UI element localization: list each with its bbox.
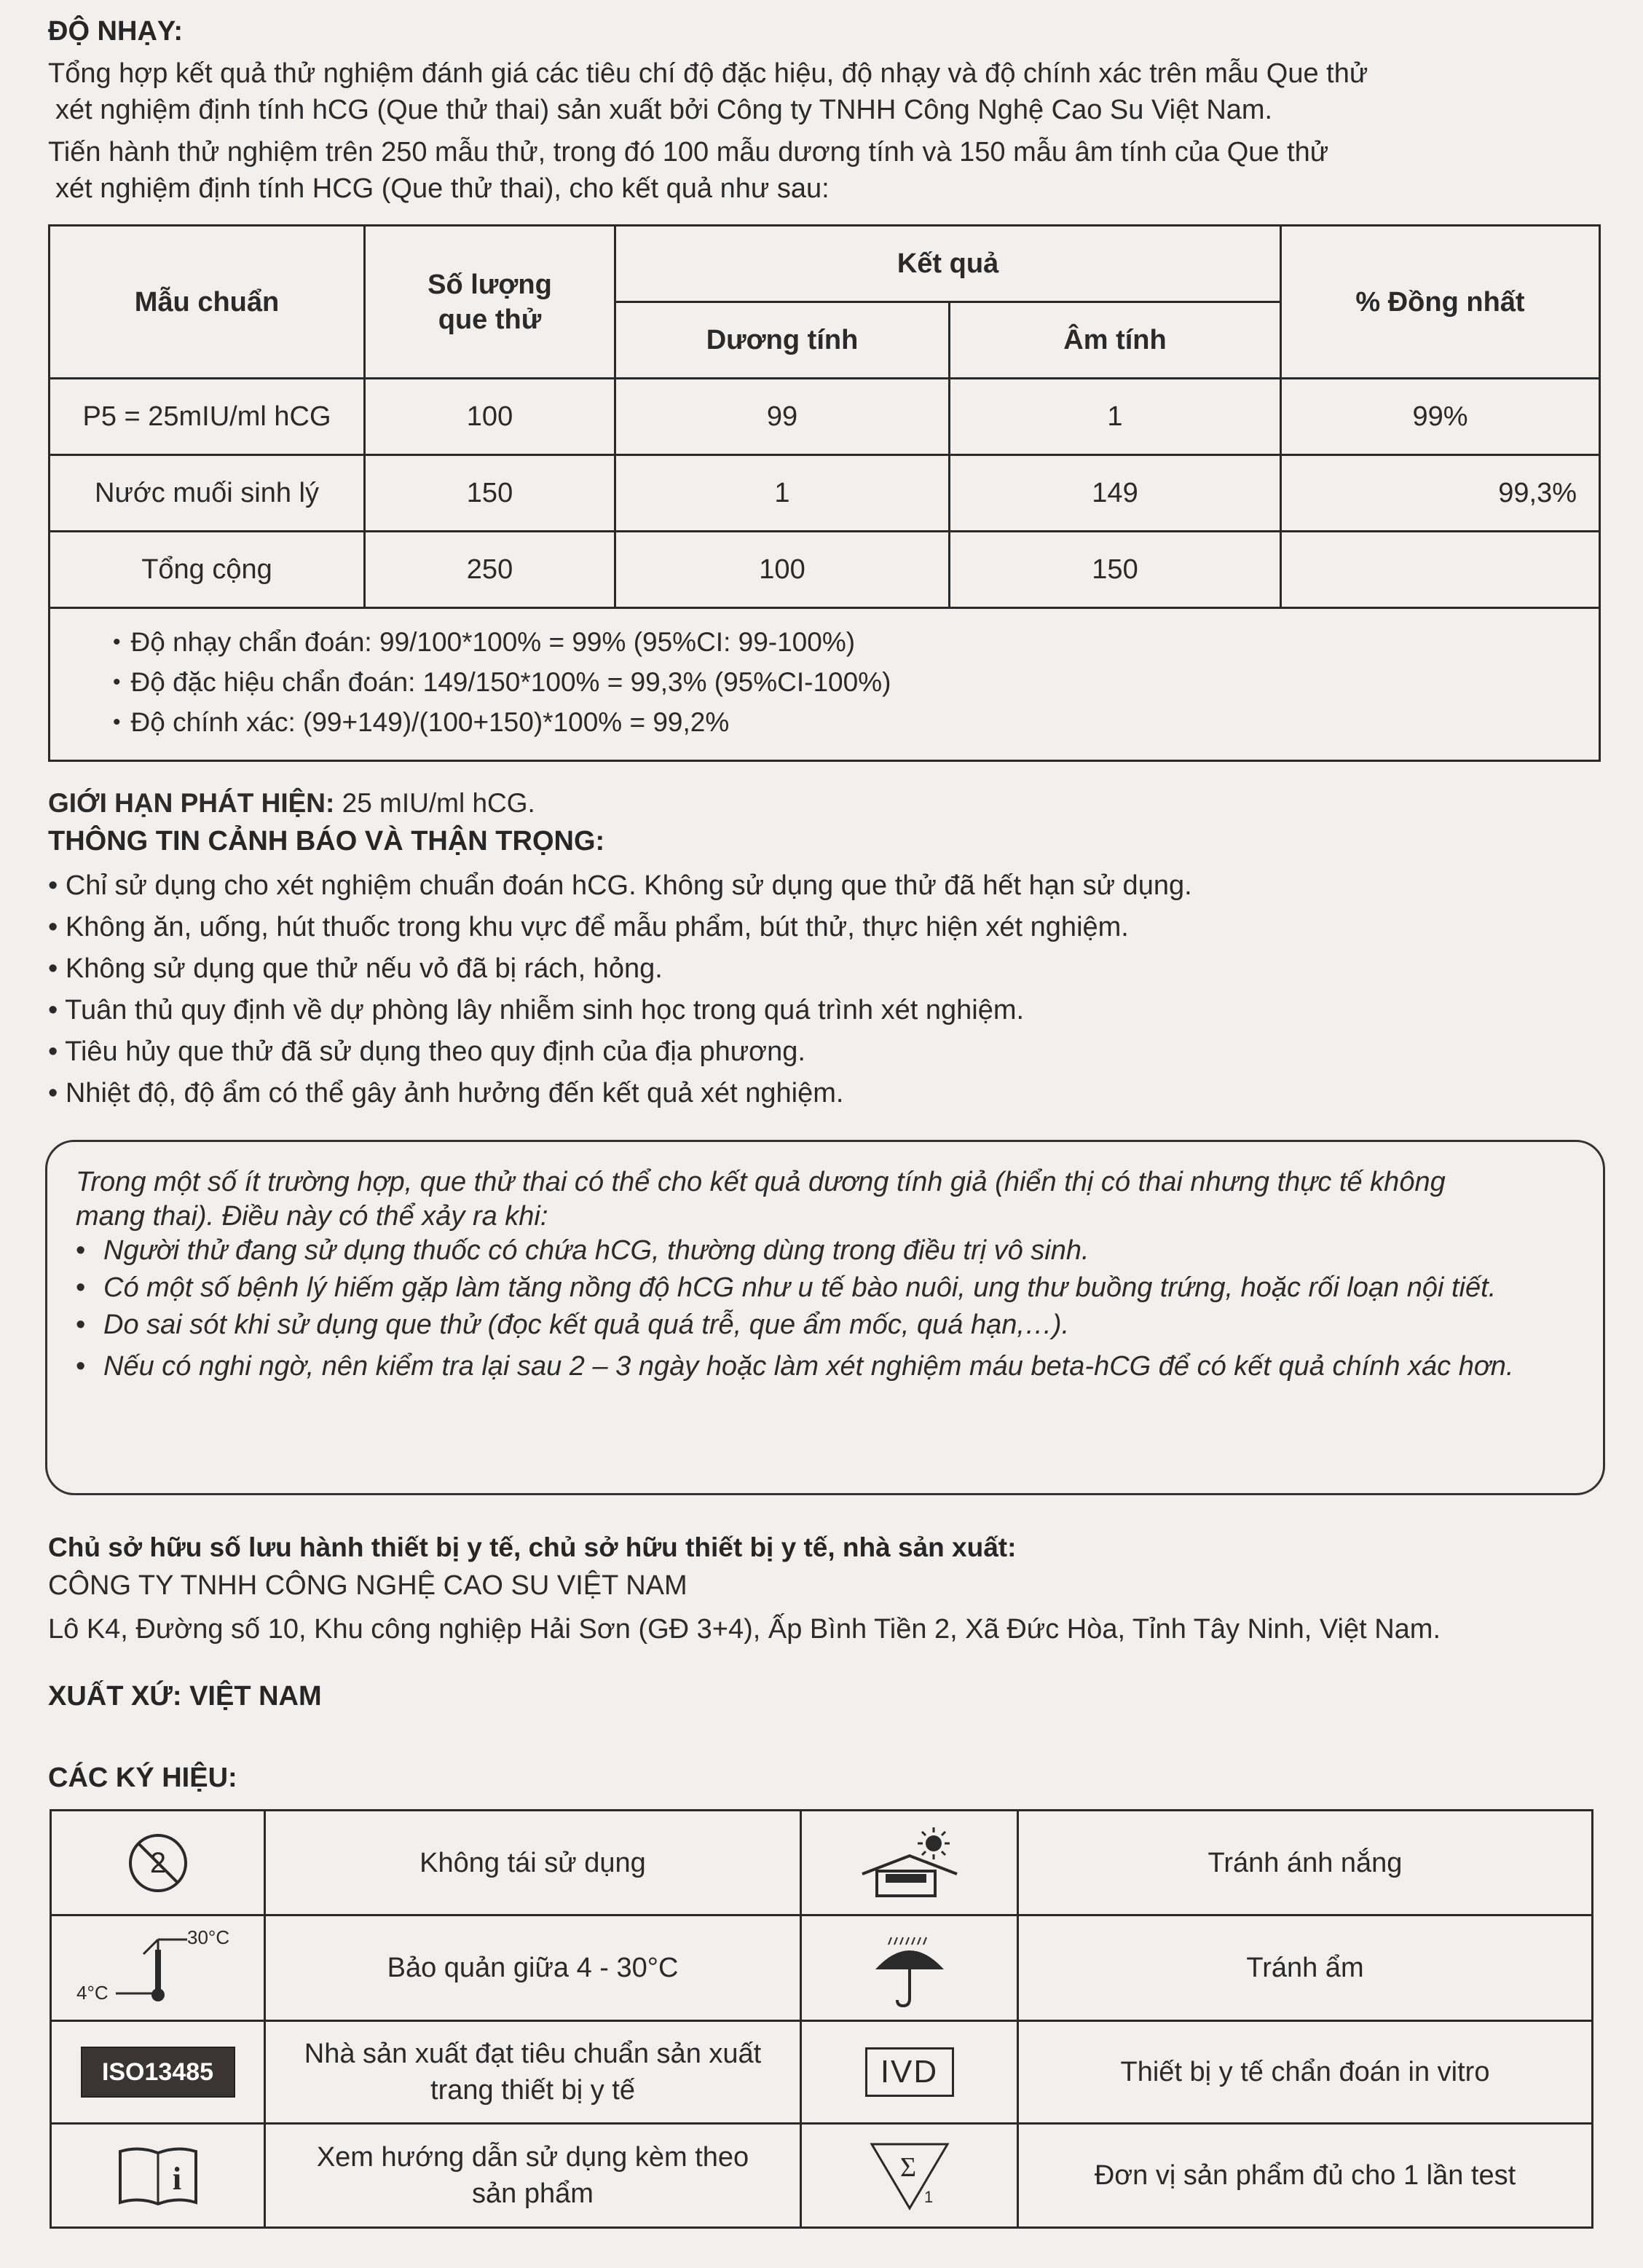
symbol-label-iso-line1: Nhà sản xuất đạt tiêu chuẩn sản xuất [304, 2039, 762, 2069]
origin: XUẤT XỨ: VIỆT NAM [48, 1681, 322, 1712]
sensitivity-paragraph-2 [48, 134, 1328, 207]
false-positive-intro-1: Trong một số ít trường hợp, que thử thai có thể cho kết quả dương tính giả (hiển thị có thai nhưng thực tế không [76, 1167, 1446, 1197]
warning-item: • Tuân thủ quy định về dự phòng lây nhiễm sinh học trong quá trình xét nghiệm. [48, 995, 1025, 1025]
symbol-label-manual-line1: Xem hướng dẫn sử dụng kèm theo [316, 2142, 749, 2173]
table-row-3-positive: 100 [759, 554, 805, 585]
header-positive: Dương tính [706, 325, 859, 355]
false-positive-item: • Do sai sót khi sử dụng que thử (đọc kết quả quá trễ, que ẩm mốc, quá hạn,…). [76, 1308, 1589, 1342]
symbol-label-temperature: Bảo quản giữa 4 - 30°C [387, 1953, 679, 1983]
false-positive-item: • Người thử đang sử dụng thuốc có chứa hCG, thường dùng trong điều trị vô sinh. [76, 1234, 1589, 1268]
para1-line2: xét nghiệm định tính hCG (Que thử thai) sản xuất bởi Công ty TNHH Công Nghệ Cao Su Việt Nam. [55, 95, 1273, 125]
sensitivity-heading: ĐỘ NHẠY: [48, 16, 184, 47]
iso-badge [52, 2022, 264, 2122]
warnings-heading: THÔNG TIN CẢNH BÁO VÀ THẬN TRỌNG: [48, 826, 605, 857]
sigma-icon [802, 2125, 1017, 2226]
warnings-list [48, 865, 1192, 1114]
owner-heading: Chủ sở hữu số lưu hành thiết bị y tế, chủ sở hữu thiết bị y tế, nhà sản xuất: [48, 1532, 1017, 1562]
table-row-1-agreement: 99% [1412, 401, 1468, 432]
symbol-label-sigma: Đơn vị sản phẩm đủ cho 1 lần test [1094, 2160, 1516, 2191]
table-row-3-agreement [1282, 532, 1599, 607]
detection-limit-label: GIỚI HẠN PHÁT HIỆN: [48, 788, 335, 818]
ivd-icon-text: IVD [865, 2047, 954, 2097]
header-agreement: % Đồng nhất [1355, 286, 1525, 318]
table-row-1-count: 100 [466, 401, 513, 432]
table-row-2-negative: 149 [1092, 478, 1138, 508]
results-table [48, 224, 1601, 762]
table-row-2-positive: 1 [774, 478, 790, 508]
table-notes [113, 623, 891, 744]
symbol-label-iso-line2: trang thiết bị y tế [430, 2075, 635, 2106]
false-positive-text [76, 1165, 1605, 1384]
table-row-1-negative: 1 [1107, 401, 1123, 432]
owner-address: Lô K4, Đường số 10, Khu công nghiệp Hải Sơn (GĐ 3+4), Ấp Bình Tiền 2, Xã Đức Hòa, Tỉnh Tây Ninh, Việt Nam. [48, 1614, 1441, 1645]
iso-badge-text: ISO13485 [81, 2047, 235, 2098]
header-negative: Âm tính [1063, 325, 1167, 355]
symbol-label-iso [266, 2022, 800, 2122]
warning-item: • Không sử dụng que thử nếu vỏ đã bị rách, hỏng. [48, 953, 663, 984]
para2-line1: Tiến hành thử nghiệm trên 250 mẫu thử, trong đó 100 mẫu dương tính và 150 mẫu âm tính của Que thử [48, 137, 1329, 168]
note-accuracy: • Độ chính xác: (99+149)/(100+150)*100% = 99,2% [113, 704, 891, 744]
no-reuse-icon [52, 1811, 264, 1914]
para2-line2: xét nghiệm định tính HCG (Que thử thai), cho kết quả như sau: [55, 173, 830, 204]
owner-company: CÔNG TY TNHH CÔNG NGHỆ CAO SU VIỆT NAM [48, 1570, 687, 1601]
symbol-label-humidity: Tránh ẩm [1246, 1953, 1364, 1983]
sunlight-icon [802, 1811, 1017, 1914]
svg-text:Σ: Σ [899, 2152, 916, 2183]
ivd-icon [802, 2022, 1017, 2122]
manual-icon [52, 2125, 264, 2226]
table-row-2-agreement: 99,3% [1498, 478, 1577, 508]
warning-item: • Tiêu hủy que thử đã sử dụng theo quy định của địa phương. [48, 1036, 805, 1067]
symbol-label-ivd: Thiết bị y tế chẩn đoán in vitro [1120, 2057, 1490, 2087]
warning-item: • Nhiệt độ, độ ẩm có thể gây ảnh hưởng đến kết quả xét nghiệm. [48, 1078, 844, 1109]
sensitivity-paragraph-1 [48, 55, 1368, 128]
false-positive-item: • Có một số bệnh lý hiếm gặp làm tăng nồng độ hCG như u tế bào nuôi, ung thư buồng trứng, hoặc rối loạn nội tiết. [76, 1271, 1589, 1305]
header-count: Số lượng que thử [428, 269, 552, 335]
svg-text:4°C: 4°C [76, 1982, 109, 2004]
table-row-1-positive: 99 [766, 401, 798, 432]
note-specificity: • Độ đặc hiệu chẩn đoán: 149/150*100% = 99,3% (95%CI-100%) [113, 664, 891, 704]
table-row-3-negative: 150 [1092, 554, 1138, 585]
temperature-icon [52, 1916, 264, 2020]
para1-line1: Tổng hợp kết quả thử nghiệm đánh giá các tiêu chí độ đặc hiệu, độ nhạy và độ chính xác trên mẫu Que thử [48, 58, 1368, 89]
umbrella-icon [802, 1916, 1017, 2020]
table-row-2-count: 150 [466, 478, 513, 508]
svg-text:2: 2 [149, 1846, 166, 1879]
table-row-2-sample: Nước muối sinh lý [95, 478, 319, 508]
svg-text:1: 1 [923, 2188, 933, 2206]
header-result: Kết quả [897, 248, 999, 279]
symbols-table [50, 1809, 1593, 2229]
table-row-1-sample: P5 = 25mIU/ml hCG [82, 401, 331, 432]
false-positive-item: • Nếu có nghi ngờ, nên kiểm tra lại sau 2 – 3 ngày hoặc làm xét nghiệm máu beta-hCG để có kết quả chính xác hơn. [76, 1350, 1589, 1384]
svg-text:30°C: 30°C [186, 1926, 229, 1948]
table-row-3-count: 250 [466, 554, 513, 585]
warning-item: • Chỉ sử dụng cho xét nghiệm chuẩn đoán hCG. Không sử dụng que thử đã hết hạn sử dụng. [48, 870, 1192, 901]
warning-item: • Không ăn, uống, hút thuốc trong khu vực để mẫu phẩm, bút thử, thực hiện xét nghiệm. [48, 912, 1129, 942]
symbol-label-manual-line2: sản phẩm [472, 2178, 594, 2209]
symbol-label-manual [266, 2125, 800, 2226]
symbols-heading: CÁC KÝ HIỆU: [48, 1763, 237, 1793]
detection-limit [48, 785, 535, 822]
note-sensitivity: • Độ nhạy chẩn đoán: 99/100*100% = 99% (95%CI: 99-100%) [113, 623, 891, 664]
header-sample: Mẫu chuẩn [134, 286, 280, 318]
detection-limit-value: 25 mIU/ml hCG. [342, 788, 535, 818]
symbol-label-sunlight: Tránh ánh nắng [1207, 1847, 1403, 1878]
false-positive-intro-2: mang thai). Điều này có thể xảy ra khi: [76, 1201, 548, 1232]
symbol-label-no-reuse: Không tái sử dụng [419, 1847, 646, 1878]
svg-text:i: i [172, 2161, 181, 2197]
table-row-3-sample: Tổng cộng [141, 554, 272, 585]
